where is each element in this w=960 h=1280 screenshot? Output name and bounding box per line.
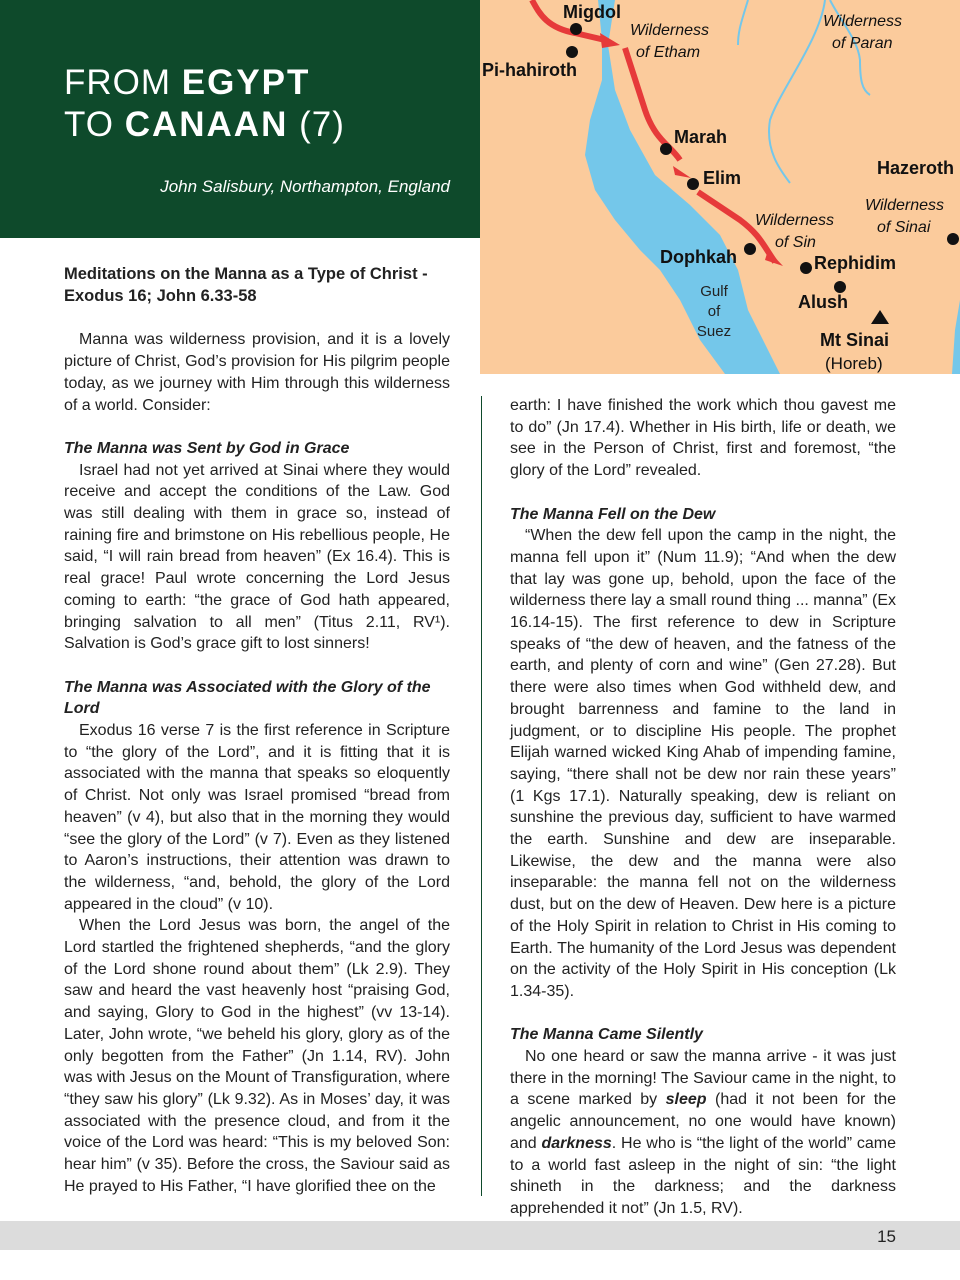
paragraph: Manna was wilderness provision, and it is a lovely picture of Christ, God’s provision for His pilgrim people today, as we journey with Him through this wilderness of a world. Consider:: [64, 331, 450, 414]
place-label: (Horeb): [825, 354, 883, 373]
section-heading: The Manna Fell on the Dew: [510, 505, 716, 523]
region-label: Wilderness: [755, 212, 834, 229]
column-divider: [481, 396, 482, 1196]
article-title: [64, 62, 345, 146]
section-heading: The Manna was Associated with the Glory of the Lord: [64, 678, 431, 718]
title-part: TO: [64, 105, 125, 144]
place-label: Elim: [703, 168, 742, 188]
place-label: Hazeroth: [877, 158, 955, 178]
place-label: Mt Sinai: [820, 330, 890, 350]
text-run: (had it not been for the angelic announcement, no one would have known) and: [510, 1091, 896, 1152]
region-label: of Etham: [636, 44, 701, 61]
paragraph: When the Lord Jesus was born, the angel of the Lord startled the frightened shepherds, “and the glory of the Lord shone round about them” (Lk 2.9). They saw and heard the vast heavenly host “praising God, and saying, Glory to God in the highest” (vv 13-14). Later, John wrote, “we beheld his glory, glory as of the only begotten from the Father” (Jn 1.14, RV). John was with Jesus on the Mount of Transfiguration, where “they saw his glory” (Lk 9.32). As in Moses’ day, it was associated with the presence cloud, and from it the voice of the Lord was heard: “This is my beloved Son: hear him” (v 35). Before the cross, the Saviour said as He prayed to His Father, “I have glorified thee on the: [64, 917, 450, 1195]
emphasis: darkness: [541, 1134, 612, 1152]
page-number: 15: [877, 1227, 896, 1246]
section-heading: The Manna Came Silently: [510, 1026, 703, 1044]
region-label: of Paran: [832, 35, 893, 52]
title-part: (7): [288, 105, 345, 144]
article-lead: Meditations on the Manna as a Type of Christ - Exodus 16; John 6.33-58: [64, 265, 428, 305]
section-heading: The Manna was Sent by God in Grace: [64, 439, 350, 457]
place-label: Alush: [798, 292, 849, 312]
paragraph: Exodus 16 verse 7 is the first reference in Scripture to “the glory of the Lord”, and it is fitting that it is associated with the manna that speaks so eloquently of Christ. Not only was Israel promised “bread from heaven” (v 4), but also that in the morning they would “see the glory of the Lord” (v 7). Even as they listened to Aaron’s instructions, their attention was drawn to the wilderness, “and, behold, the glory of the Lord appeared in the cloud” (v 10).: [64, 722, 450, 913]
paragraph: “When the dew fell upon the camp in the night, the manna fell upon it” (Num 11.9); “And when the dew that lay was gone up, behold, upon the face of the wilderness there lay a small round thing ... manna” (Ex 16.14-15). The first reference to dew in Scripture speaks of “the dew of heaven, and the fatness of the earth, and plenty of corn and wine” (Gen 27.28). But there were also times when God withheld dew, and brought barrenness and famine to the land in judgment, or to discipline His people. The prophet Elijah warned wicked King Ahab of impending famine, saying, “there shall not be dew nor rain these years” (1 Kgs 17.1). Naturally speaking, dew is reliant on sunshine the previous day, sufficient to have warmed the earth. Sunshine and dew are inseparable. Likewise, the dew and the manna were also inseparable: the manna fell not on the wilderness dust, but on the dew of Heaven. Dew here is a picture of the Holy Spirit in relation to Christ in His coming to Earth. The humanity of the Lord Jesus was dependent on the activity of the Holy Spirit in His conception (Lk 1.34-35).: [510, 527, 896, 1000]
title-part: EGYPT: [181, 63, 311, 102]
place-label: Rephidim: [814, 253, 897, 273]
region-label: of Sinai: [877, 219, 931, 236]
region-label: Wilderness: [823, 13, 902, 30]
article-header: [0, 0, 480, 238]
paragraph: [510, 1046, 896, 1220]
place-label: Pi-hahiroth: [482, 60, 577, 80]
place-label: Migdol: [563, 2, 621, 22]
water-label: Gulf: [700, 283, 728, 300]
region-label: of Sin: [775, 234, 816, 251]
text-run: . He who is “the light of the world” came to a world fast asleep in the night of sin: “the light shineth in the darkness; and the darkness apprehended it not” (Jn 1.5, RV).: [510, 1134, 896, 1217]
paragraph: Israel had not yet arrived at Sinai where they would receive and accept the conditions of the Law. God was still dealing with them in grace so, instead of raining fire and brimstone on His rebellious people, He said, “I will rain bread from heaven” (Ex 16.4). This is real grace! Paul wrote concerning the Lord Jesus coming to earth: “the grace of God hath appeared, bringing salvation to all men” (Titus 2.11, RV¹). Salvation is God’s grace gift to lost sinners!: [64, 461, 450, 653]
right-column: [510, 395, 896, 1220]
title-part: CANAAN: [124, 105, 289, 144]
author-byline: John Salisbury, Northampton, England: [160, 177, 450, 196]
water-label: Suez: [696, 323, 732, 340]
place-label: Marah: [674, 127, 728, 147]
exodus-route-map: [480, 0, 960, 374]
title-part: FROM: [64, 63, 182, 102]
region-label: Wilderness: [865, 197, 944, 214]
emphasis: sleep: [665, 1091, 707, 1109]
page-footer: [0, 1221, 960, 1250]
water-label: of: [707, 303, 721, 320]
paragraph: earth: I have finished the work which thou gavest me to do” (Jn 17.4). Whether in His birth, life or death, we see in the Person of Christ, first and foremost, “the glory of the Lord” revealed.: [510, 397, 896, 480]
left-column: [64, 264, 450, 1198]
text-run: No one heard or saw the manna arrive - it was just there in the morning! The Saviour came in the night, to a scene marked by: [510, 1048, 896, 1109]
region-label: Wilderness: [630, 22, 709, 39]
place-label: Dophkah: [660, 247, 738, 267]
